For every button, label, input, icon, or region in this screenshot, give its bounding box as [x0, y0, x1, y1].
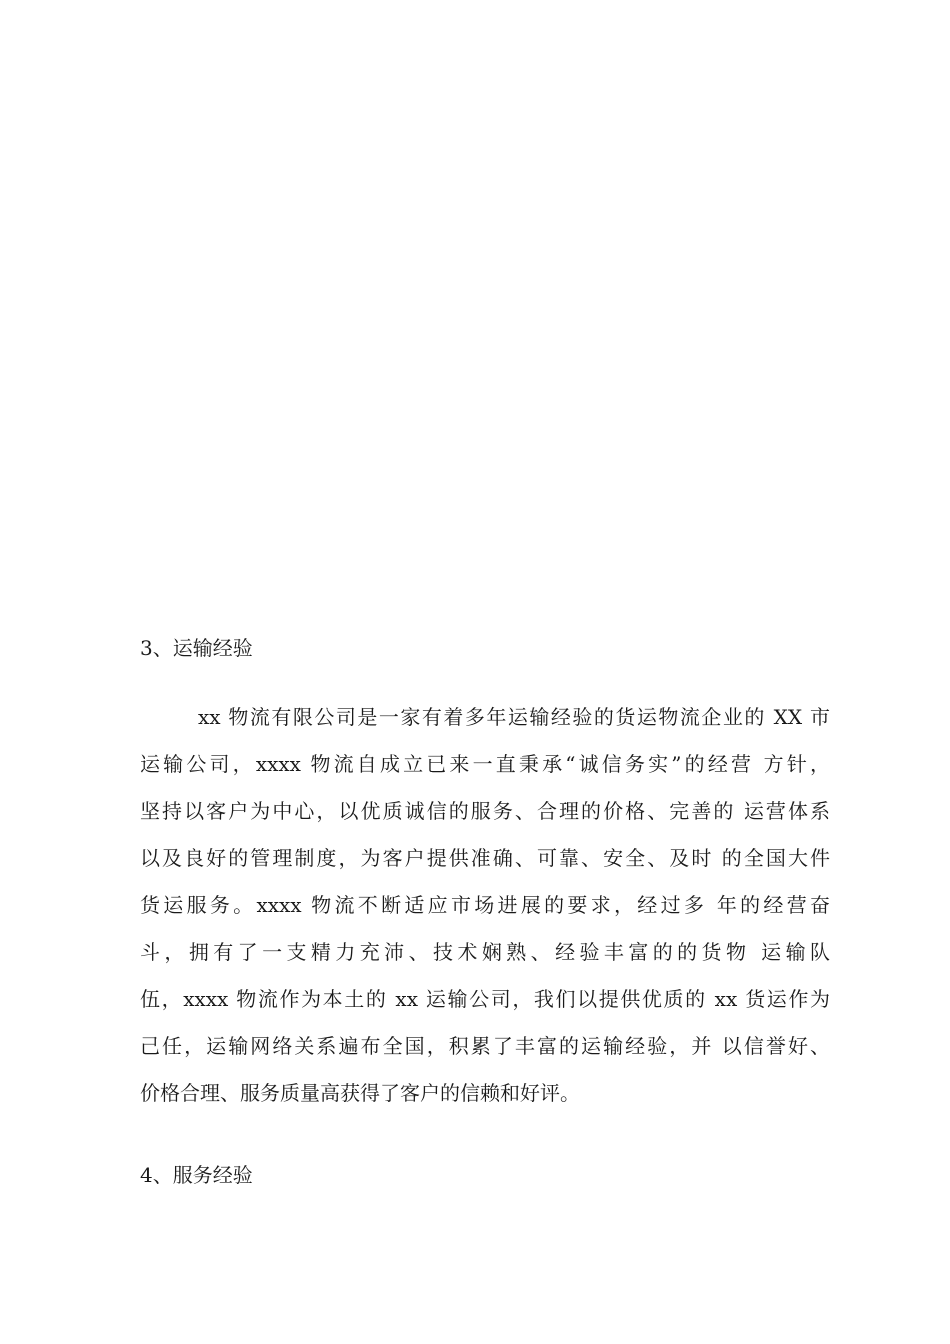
paragraph-line: 伍，xxxx 物流作为本土的 xx 运输公司，我们以提供优质的 xx 货运作为	[140, 987, 830, 1011]
paragraph-line: 运输公司，xxxx 物流自成立已来一直秉承“诚信务实”的经营 方针，	[140, 752, 830, 776]
paragraph-line: 价格合理、服务质量高获得了客户的信赖和好评。	[140, 1081, 580, 1105]
paragraph-line: 以及良好的管理制度，为客户提供准确、可靠、安全、及时 的全国大件	[140, 846, 830, 870]
paragraph-line: xx 物流有限公司是一家有着多年运输经验的货运物流企业的 XX 市	[198, 705, 830, 729]
paragraph-line: 斗，拥有了一支精力充沛、技术娴熟、经验丰富的的货物 运输队	[140, 940, 830, 964]
paragraph-line: 货运服务。xxxx 物流不断适应市场进展的要求，经过多 年的经营奋	[140, 893, 830, 917]
paragraph-line: 坚持以客户为中心，以优质诚信的服务、合理的价格、完善的 运营体系	[140, 799, 830, 823]
section-3-paragraph	[140, 703, 830, 1126]
section-3-heading: 3、运输经验	[140, 636, 253, 660]
section-4-heading: 4、服务经验	[140, 1163, 253, 1187]
paragraph-line: 己任，运输网络关系遍布全国，积累了丰富的运输经验，并 以信誉好、	[140, 1034, 830, 1058]
